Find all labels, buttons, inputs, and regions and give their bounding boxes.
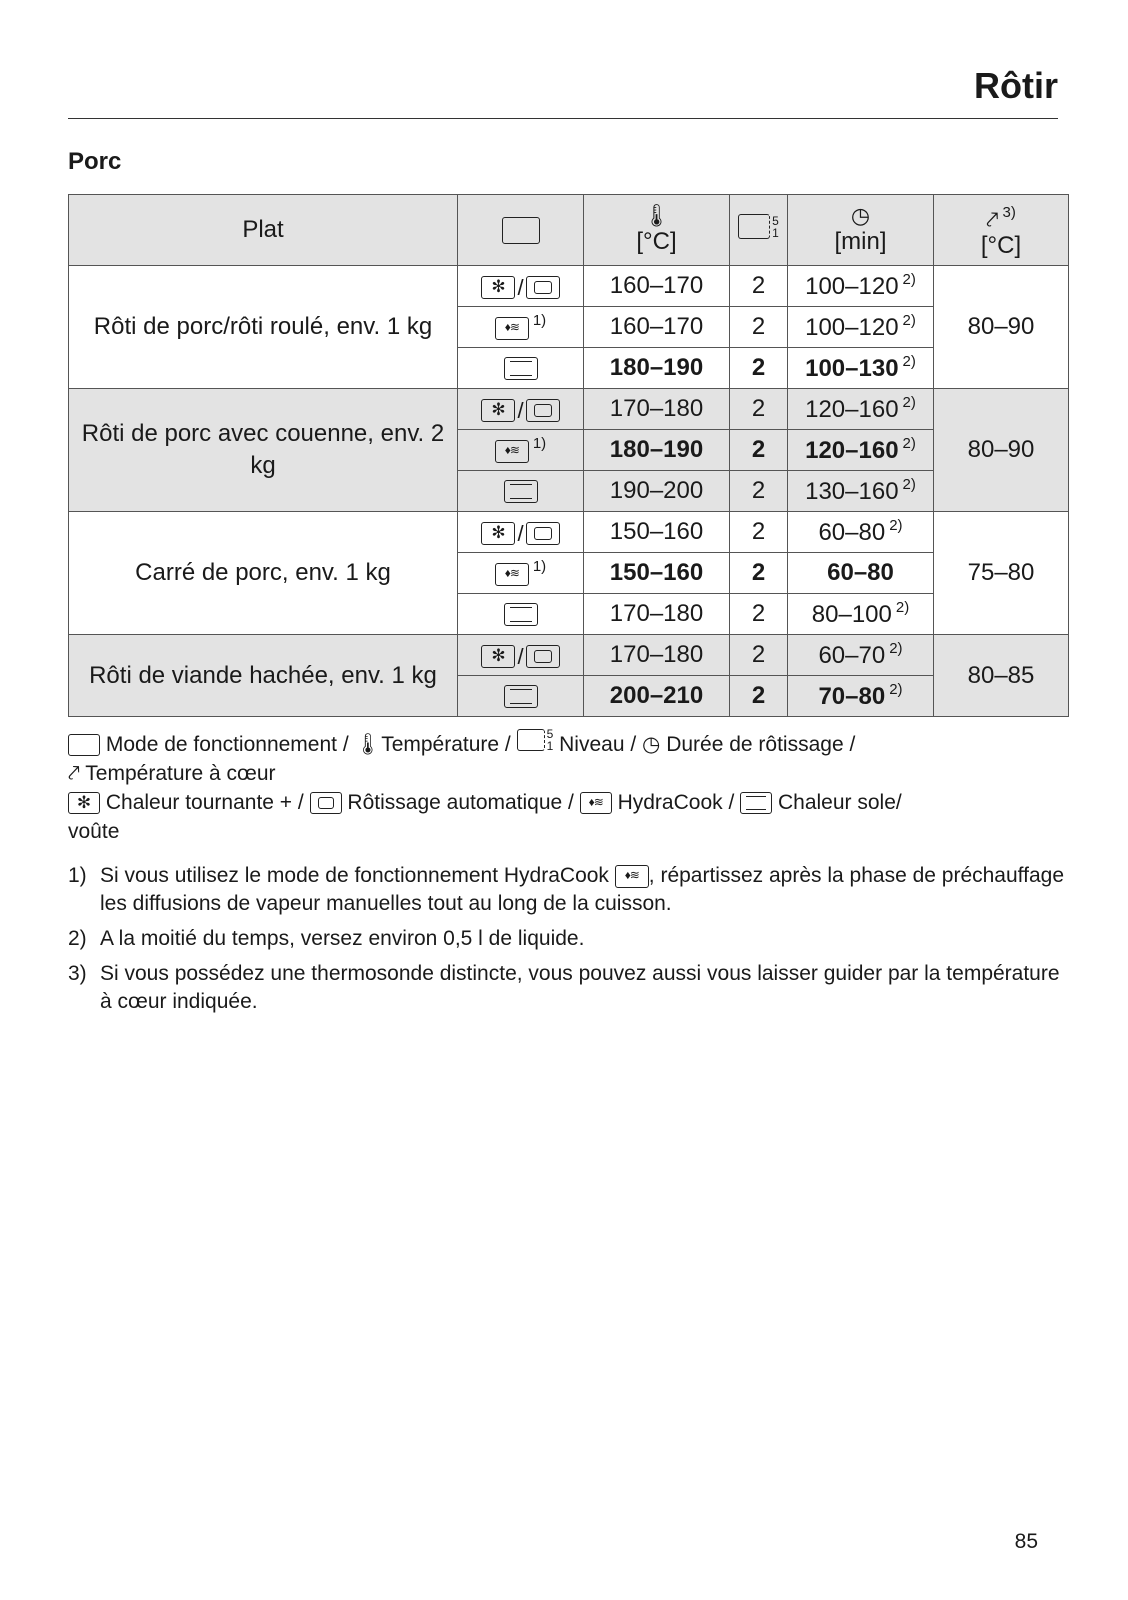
food-probe-icon: ⤤ xyxy=(68,762,80,785)
core-temp-cell: 80–90 xyxy=(934,389,1069,512)
mode-footnote-ref: 1) xyxy=(532,312,547,329)
auto-roast-icon xyxy=(526,399,560,422)
legend-line-1 xyxy=(68,728,1068,759)
core-temp-footnote-ref: 3) xyxy=(1002,203,1016,221)
legend-line-4 xyxy=(68,817,1068,846)
duration-cell: 70–80 $^{2)}$ xyxy=(788,676,934,717)
mode-cell: ✻ / xyxy=(458,389,584,430)
duration-cell: 100–130 $^{2)}$ xyxy=(788,348,934,389)
footnotes xyxy=(68,862,1068,1023)
table-header-row xyxy=(69,195,1069,266)
top-bottom-heat-icon xyxy=(504,357,538,380)
core-temp-cell: 75–80 xyxy=(934,512,1069,635)
temperature-cell: 160–170 xyxy=(584,266,730,307)
dish-name: Rôti de porc/rôti roulé, env. 1 kg xyxy=(69,266,458,389)
clock-icon: ◷ xyxy=(642,733,661,756)
footnote xyxy=(68,925,1068,953)
fan-plus-icon: ✻ xyxy=(68,792,100,814)
legend-hydra: HydraCook / xyxy=(617,791,735,814)
core-temp-cell: 80–90 xyxy=(934,266,1069,389)
mode-cell xyxy=(458,594,584,635)
duration-footnote-ref: 2) xyxy=(889,681,903,698)
duration-cell: 100–120 $^{2)}$ xyxy=(788,266,934,307)
duration-footnote-ref: 2) xyxy=(902,435,916,452)
footnote xyxy=(68,862,1068,918)
temperature-cell: 150–160 xyxy=(584,553,730,594)
duration-footnote-ref: 2) xyxy=(889,640,903,657)
table-row xyxy=(69,635,1069,676)
level-cell: 2 xyxy=(730,594,788,635)
footnote xyxy=(68,960,1068,1016)
legend-sole: Chaleur sole/ xyxy=(777,791,902,814)
temperature-cell: 180–190 xyxy=(584,348,730,389)
legend-core-temp: Température à cœur xyxy=(85,762,276,785)
mode-box-icon xyxy=(502,217,540,244)
level-cell: 2 xyxy=(730,266,788,307)
mode-box-icon xyxy=(68,734,100,756)
temperature-cell: 170–180 xyxy=(584,389,730,430)
duration-cell: 100–120 $^{2)}$ xyxy=(788,307,934,348)
duration-footnote-ref: 2) xyxy=(902,271,916,288)
top-bottom-heat-icon xyxy=(504,480,538,503)
header-mode xyxy=(458,195,584,266)
fan-plus-icon: ✻ xyxy=(481,276,515,299)
footnote-text: Si vous utilisez le mode de fonctionnement HydraCook ♦≋ , répartissez après la phase de préchauffage les diffusions de vapeur manuelles tout au long de la cuisson. xyxy=(100,864,1064,915)
temperature-cell: 190–200 xyxy=(584,471,730,512)
dish-name: Carré de porc, env. 1 kg xyxy=(69,512,458,635)
level-cell: 2 xyxy=(730,471,788,512)
mode-footnote-ref: 1) xyxy=(532,435,547,452)
table-row xyxy=(69,512,1069,553)
mode-cell xyxy=(458,430,584,471)
legend-line-3 xyxy=(68,788,1068,817)
footnote-number: 3) xyxy=(68,962,87,985)
fan-plus-icon: ✻ xyxy=(481,522,515,545)
section-title: Porc xyxy=(68,148,122,175)
legend-auto-roast: Rôtissage automatique / xyxy=(347,791,574,814)
legend-mode: Mode de fonctionnement / xyxy=(105,733,349,756)
mode-cell: ✻ / xyxy=(458,266,584,307)
mode-cell xyxy=(458,676,584,717)
temperature-cell: 200–210 xyxy=(584,676,730,717)
thermometer-icon: 🌡 xyxy=(642,203,671,228)
hydracook-icon: ♦≋ xyxy=(495,317,529,340)
legend-line-2 xyxy=(68,759,1068,788)
page-number: 85 xyxy=(1014,1530,1038,1553)
mode-cell xyxy=(458,307,584,348)
header-duration-unit: [min] xyxy=(834,228,887,255)
duration-footnote-ref: 2) xyxy=(902,353,916,370)
duration-footnote-ref: 2) xyxy=(902,476,916,493)
top-bottom-heat-icon xyxy=(504,603,538,626)
mode-cell xyxy=(458,471,584,512)
hydracook-icon: ♦≋ xyxy=(580,792,612,814)
temperature-cell: 180–190 xyxy=(584,430,730,471)
auto-roast-icon xyxy=(310,792,342,814)
thermometer-icon: 🌡 xyxy=(354,733,382,756)
hydracook-icon: ♦≋ xyxy=(615,865,649,888)
duration-cell: 130–160 $^{2)}$ xyxy=(788,471,934,512)
level-cell: 2 xyxy=(730,389,788,430)
level-cell: 2 xyxy=(730,348,788,389)
mode-cell: ✻ / xyxy=(458,635,584,676)
level-cell: 2 xyxy=(730,676,788,717)
footnote-text: A la moitié du temps, versez environ 0,5 l de liquide. xyxy=(100,927,585,950)
auto-roast-icon xyxy=(526,276,560,299)
temperature-cell: 170–180 xyxy=(584,635,730,676)
temperature-cell: 170–180 xyxy=(584,594,730,635)
level-cell: 2 xyxy=(730,553,788,594)
legend-duration: Durée de rôtissage / xyxy=(666,733,856,756)
duration-cell: 60–80 xyxy=(788,553,934,594)
header-level xyxy=(730,195,788,266)
fan-plus-icon: ✻ xyxy=(481,645,515,668)
legend xyxy=(68,728,1068,846)
title-rule xyxy=(68,118,1058,119)
footnote-number: 2) xyxy=(68,927,87,950)
level-cell: 2 xyxy=(730,307,788,348)
shelf-level-icon: 5 1 xyxy=(517,728,554,752)
duration-cell: 60–70 $^{2)}$ xyxy=(788,635,934,676)
fan-plus-icon: ✻ xyxy=(481,399,515,422)
auto-roast-icon xyxy=(526,645,560,668)
temperature-cell: 160–170 xyxy=(584,307,730,348)
core-temp-cell: 80–85 xyxy=(934,635,1069,717)
duration-cell: 120–160 $^{2)}$ xyxy=(788,430,934,471)
legend-fan: Chaleur tournante + / xyxy=(105,791,304,814)
auto-roast-icon xyxy=(526,522,560,545)
level-cell: 2 xyxy=(730,635,788,676)
mode-cell xyxy=(458,348,584,389)
footnote-text: Si vous possédez une thermosonde distincte, vous pouvez aussi vous laisser guider par la température à cœur indiquée. xyxy=(100,962,1060,1013)
dish-name: Rôti de porc avec couenne, env. 2 kg xyxy=(69,389,458,512)
shelf-level-icon: 5 1 xyxy=(738,214,779,239)
top-bottom-heat-icon xyxy=(504,685,538,708)
header-core-temp xyxy=(934,195,1069,266)
table-row xyxy=(69,266,1069,307)
footnote-number: 1) xyxy=(68,864,87,887)
level-cell: 2 xyxy=(730,430,788,471)
hydracook-icon: ♦≋ xyxy=(495,440,529,463)
duration-cell: 60–80 $^{2)}$ xyxy=(788,512,934,553)
level-cell: 2 xyxy=(730,512,788,553)
clock-icon: ◷ xyxy=(850,203,871,228)
duration-footnote-ref: 2) xyxy=(902,394,916,411)
legend-temperature: Température / xyxy=(381,733,511,756)
mode-cell: ✻ / xyxy=(458,512,584,553)
roasting-table xyxy=(68,194,1069,717)
header-dish: Plat xyxy=(69,195,458,266)
top-bottom-heat-icon xyxy=(740,792,772,814)
duration-footnote-ref: 2) xyxy=(902,312,916,329)
header-core-temp-unit: [°C] xyxy=(980,231,1022,259)
duration-cell: 120–160 $^{2)}$ xyxy=(788,389,934,430)
legend-sole-cont: voûte xyxy=(68,820,120,843)
duration-footnote-ref: 2) xyxy=(889,517,903,534)
duration-footnote-ref: 2) xyxy=(895,599,910,616)
food-probe-icon: ⤤ $^{3)}$ xyxy=(986,203,1016,232)
legend-level: Niveau / xyxy=(559,733,637,756)
temperature-cell: 150–160 xyxy=(584,512,730,553)
hydracook-icon: ♦≋ xyxy=(495,563,529,586)
table-row xyxy=(69,389,1069,430)
page-title: Rôtir xyxy=(974,65,1058,106)
mode-cell xyxy=(458,553,584,594)
header-temperature-unit: [°C] xyxy=(636,228,677,255)
header-duration xyxy=(788,195,934,266)
mode-footnote-ref: 1) xyxy=(532,558,547,575)
dish-name: Rôti de viande hachée, env. 1 kg xyxy=(69,635,458,717)
header-temperature xyxy=(584,195,730,266)
duration-cell: 80–100 $^{2)}$ xyxy=(788,594,934,635)
